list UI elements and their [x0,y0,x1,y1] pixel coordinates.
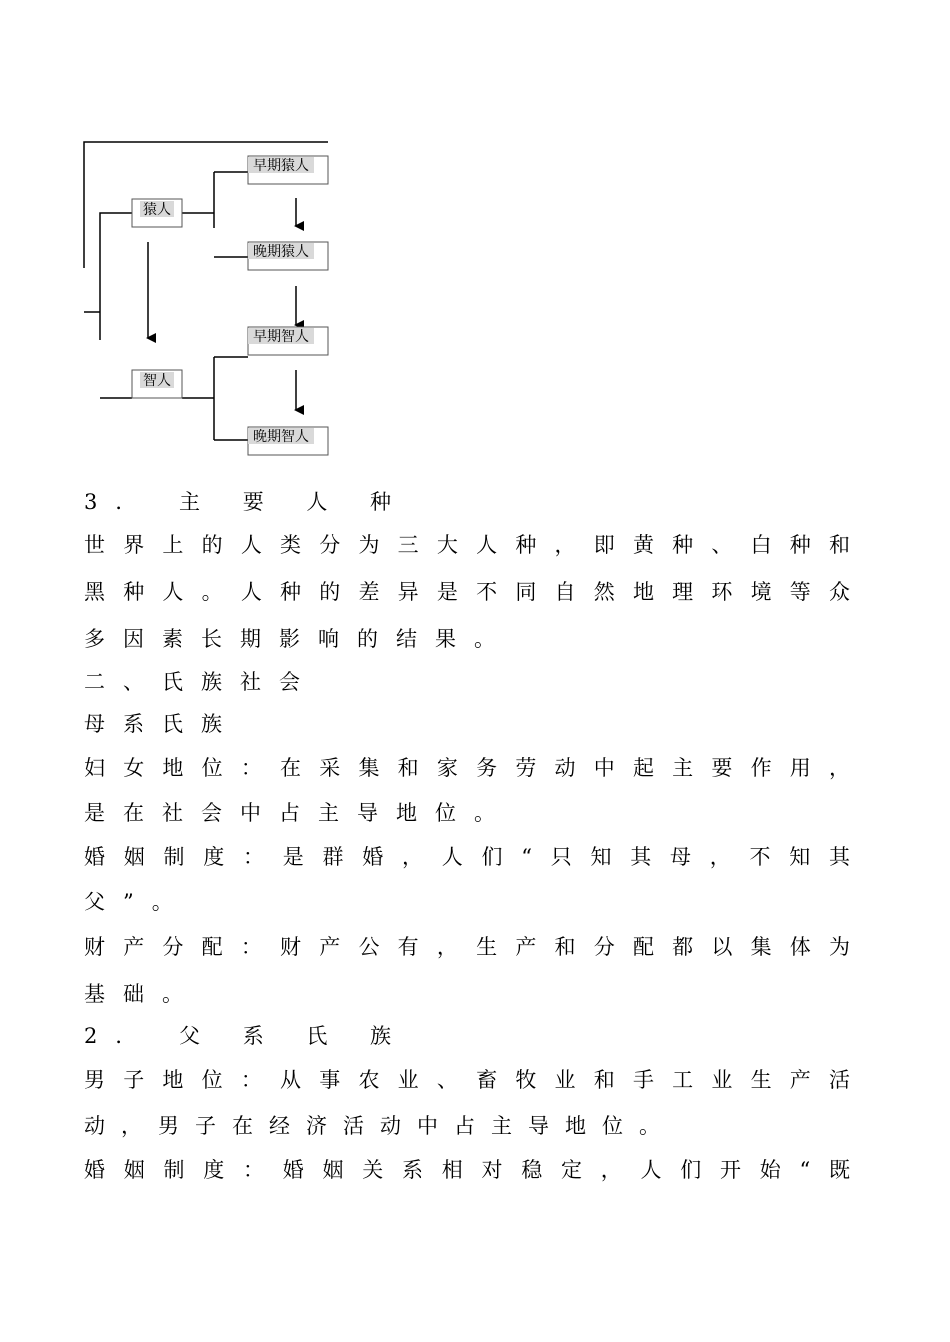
paragraph-line: 男子地位：从事农业、畜牧业和手工业生产活 [84,1068,850,1092]
paragraph-line: 妇女地位：在采集和家务劳动中起主要作用， [84,756,850,780]
section-heading-main-races: 3． 主 要 人 种 [84,490,410,514]
paragraph-line: 财产分配：财产公有，生产和分配都以集体为 [84,935,850,959]
paragraph-line: 父”。 [84,890,191,914]
paragraph-line: 基础。 [84,982,201,1006]
human-evolution-diagram [0,0,950,470]
node-label: 早期猿人 [253,158,309,174]
paragraph-line: 是在社会中占主导地位。 [84,801,513,825]
paragraph-line: 世界上的人类分为三大人种，即黄种、白种和 [84,533,850,557]
node-label: 智人 [143,373,171,389]
node-wanqi-yuanren [248,242,328,270]
node-zaoqi-zhiren [248,327,328,355]
subheading-matrilineal-clan: 母系氏族 [84,712,240,736]
node-label: 晚期猿人 [253,244,309,260]
node-zhiren [132,370,182,398]
section-heading-clan-society: 二、氏族社会 [84,670,318,694]
subheading-patrilineal-clan: 2． 父 系 氏 族 [84,1024,410,1048]
paragraph-line: 黑种人。人种的差异是不同自然地理环境等众 [84,580,850,604]
paragraph-line: 多因素长期影响的结果。 [84,627,513,651]
paragraph-line: 婚姻制度：是群婚，人们“只知其母，不知其 [84,845,850,869]
node-zaoqi-yuanren [248,156,328,184]
node-yuanren [132,199,182,227]
paragraph-line: 婚姻制度：婚姻关系相对稳定，人们开始“既 [84,1158,850,1182]
node-label: 晚期智人 [253,429,309,445]
node-label: 早期智人 [253,329,309,345]
bracket-lines [84,142,328,440]
paragraph-line: 动，男子在经济活动中占主导地位。 [84,1114,676,1138]
node-wanqi-zhiren [248,427,328,455]
node-label: 猿人 [143,202,171,218]
